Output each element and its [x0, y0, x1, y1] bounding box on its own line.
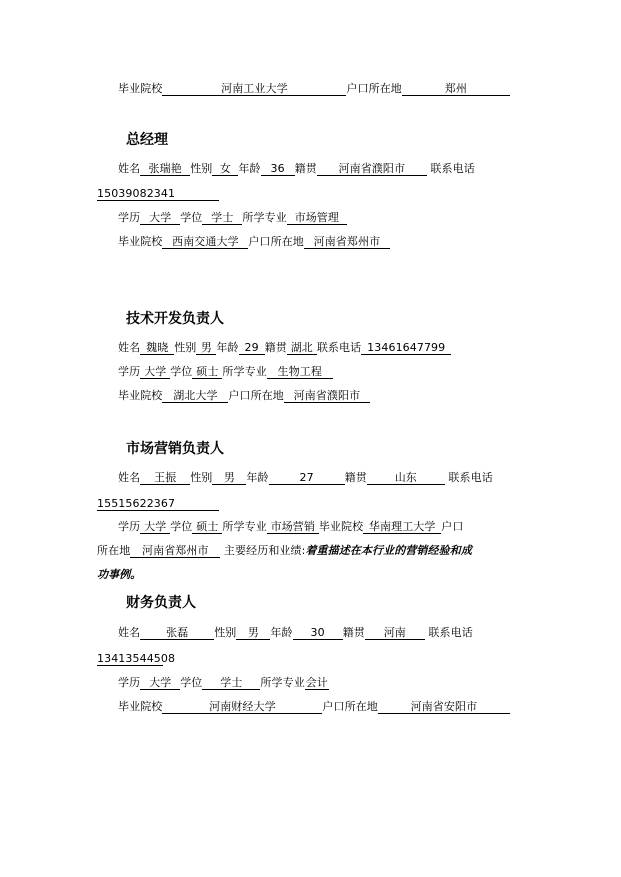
mkt-phone: 15515622367	[97, 497, 219, 511]
mkt-gender: 男	[212, 471, 246, 485]
label-school: 毕业院校	[118, 700, 163, 713]
tech-row-1	[118, 340, 451, 355]
mkt-row-3	[97, 543, 472, 558]
tech-name: 魏晓	[140, 341, 174, 355]
label-edu: 学历	[118, 211, 141, 224]
label-origin: 籍贯	[344, 471, 367, 484]
label-school: 毕业院校	[118, 235, 163, 248]
mkt-name: 王振	[140, 471, 190, 485]
label-gender: 性别	[190, 471, 213, 484]
label-name: 姓名	[118, 162, 141, 175]
section-title-tech: 技术开发负责人	[126, 311, 224, 327]
mkt-note: 着重描述在本行业的营销经验和成	[305, 544, 472, 557]
gm-hukou: 河南省郑州市	[304, 235, 390, 249]
gm-origin: 河南省濮阳市	[317, 162, 427, 176]
gm-gender: 女	[212, 162, 238, 176]
fin-gender: 男	[236, 626, 270, 640]
label-hukou-part-1: 户口	[441, 520, 464, 533]
tech-phone: 13461647799	[361, 341, 451, 355]
mkt-row-2	[118, 519, 463, 534]
label-gender: 性别	[190, 162, 213, 175]
label-phone: 联系电话	[448, 471, 493, 484]
label-name: 姓名	[118, 471, 141, 484]
gm-row-3	[118, 234, 390, 249]
gm-edu: 大学	[140, 211, 180, 225]
mkt-phone-row	[97, 496, 219, 511]
section-title-mkt: 市场营销负责人	[126, 441, 224, 457]
label-phone: 联系电话	[428, 626, 473, 639]
mkt-major: 市场营销	[267, 520, 319, 534]
label-edu: 学历	[118, 365, 141, 378]
mkt-hukou: 河南省郑州市	[130, 544, 220, 558]
label-phone: 联系电话	[430, 162, 475, 175]
label-name: 姓名	[118, 626, 141, 639]
label-degree: 学位	[180, 676, 203, 689]
gm-degree: 学士	[202, 211, 242, 225]
label-hukou: 户口所在地	[228, 389, 284, 402]
gm-name: 张瑞艳	[140, 162, 190, 176]
tech-gender: 男	[196, 341, 216, 355]
fin-age: 30	[293, 626, 343, 640]
mkt-row-4	[97, 567, 141, 582]
fin-edu: 大学	[140, 676, 180, 690]
label-school: 毕业院校	[118, 82, 163, 95]
label-age: 年龄	[270, 626, 293, 639]
fin-phone: 13413544508	[97, 652, 176, 665]
mkt-school: 华南理工大学	[363, 520, 441, 534]
label-name: 姓名	[118, 341, 141, 354]
mkt-row-1	[118, 470, 493, 485]
gm-row-1	[118, 161, 475, 176]
section-title-gm: 总经理	[126, 132, 168, 148]
tech-row-2	[118, 364, 333, 379]
gm-row-2	[118, 210, 347, 225]
tech-school: 湖北大学	[162, 389, 228, 403]
fin-row-3	[118, 699, 510, 714]
label-degree: 学位	[170, 365, 193, 378]
gm-phone-row	[97, 186, 219, 201]
label-hukou: 户口所在地	[322, 700, 378, 713]
mkt-edu: 大学	[140, 520, 170, 534]
label-age: 年龄	[238, 162, 261, 175]
fin-school: 河南财经大学	[162, 700, 322, 714]
fin-hukou: 河南省安阳市	[378, 700, 510, 714]
label-hukou: 户口所在地	[248, 235, 304, 248]
mkt-note-cont: 功事例。	[97, 568, 142, 581]
label-origin: 籍贯	[264, 341, 287, 354]
tech-age: 29	[239, 341, 265, 355]
tech-major: 生物工程	[267, 365, 333, 379]
label-phone: 联系电话	[316, 341, 362, 354]
gm-school: 西南交通大学	[162, 235, 248, 249]
label-hukou: 户口所在地	[346, 82, 402, 95]
label-major: 所学专业	[222, 365, 267, 378]
tech-degree: 硕士	[192, 365, 222, 379]
label-degree: 学位	[170, 520, 193, 533]
label-hukou-part-2: 所在地	[97, 544, 131, 557]
mkt-age: 27	[269, 471, 345, 485]
label-edu: 学历	[118, 676, 141, 689]
label-edu: 学历	[118, 520, 141, 533]
mkt-degree: 硕士	[192, 520, 222, 534]
top-school-row	[118, 81, 510, 96]
label-gender: 性别	[214, 626, 237, 639]
mkt-origin: 山东	[367, 471, 445, 485]
top-hukou-value: 郑州	[402, 82, 510, 96]
tech-edu: 大学	[140, 365, 170, 379]
label-major: 所学专业	[222, 520, 267, 533]
fin-row-1	[118, 625, 473, 640]
gm-age: 36	[261, 162, 295, 176]
tech-row-3	[118, 388, 370, 403]
label-age: 年龄	[246, 471, 269, 484]
label-degree: 学位	[180, 211, 203, 224]
fin-origin: 河南	[365, 626, 425, 640]
tech-origin: 湖北	[287, 341, 317, 355]
fin-phone-row	[97, 651, 176, 666]
fin-degree: 学士	[202, 676, 260, 690]
label-experience: 主要经历和业绩:	[223, 544, 306, 557]
label-gender: 性别	[174, 341, 197, 354]
label-origin: 籍贯	[342, 626, 365, 639]
section-title-fin: 财务负责人	[126, 595, 196, 611]
gm-phone: 15039082341	[97, 187, 219, 201]
gm-major: 市场管理	[287, 211, 347, 225]
label-origin: 籍贯	[294, 162, 317, 175]
top-school-value: 河南工业大学	[162, 82, 346, 96]
label-school: 毕业院校	[318, 520, 364, 533]
label-major: 所学专业	[260, 676, 305, 689]
fin-name: 张磊	[140, 626, 214, 640]
label-major: 所学专业	[242, 211, 287, 224]
label-school: 毕业院校	[118, 389, 163, 402]
label-age: 年龄	[216, 341, 239, 354]
tech-hukou: 河南省濮阳市	[284, 389, 370, 403]
fin-row-2	[118, 675, 329, 690]
fin-major: 会计	[305, 676, 328, 689]
